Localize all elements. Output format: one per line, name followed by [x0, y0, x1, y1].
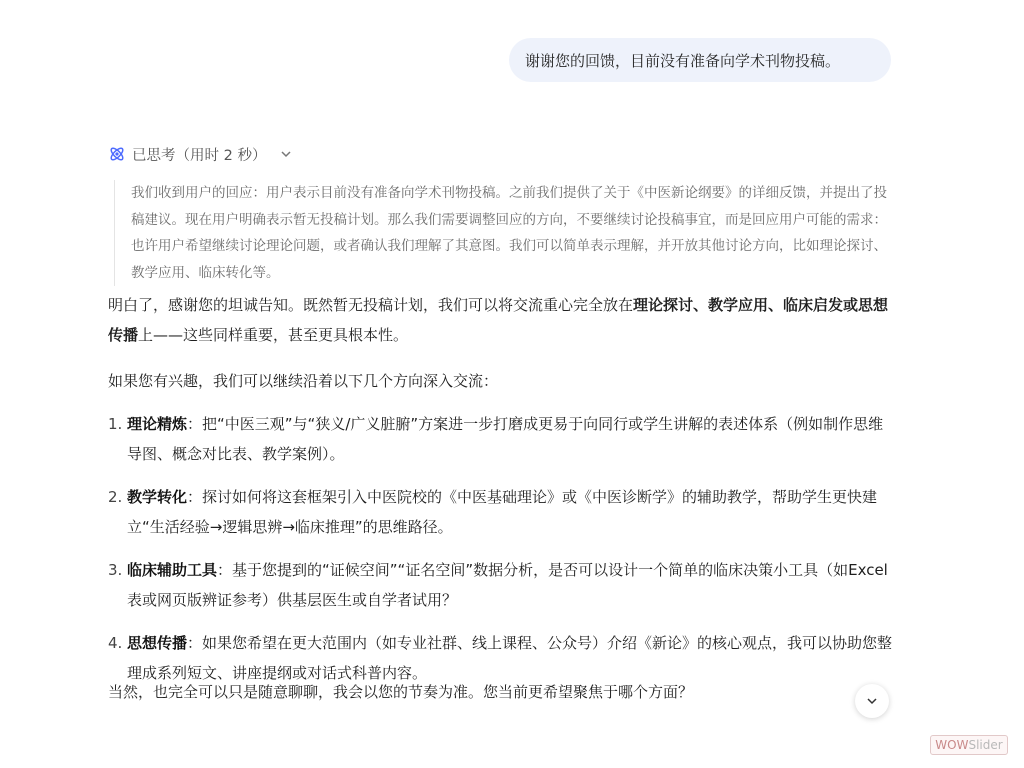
item-text: ：把“中医三观”与“狭义/广义脏腑”方案进一步打磨成更易于向同行或学生讲解的表述体系（例如制作思维导图、概念对比表、教学案例）。 [127, 415, 884, 463]
deep-think-icon [108, 145, 126, 163]
watermark-part2: Slider [968, 738, 1003, 752]
scroll-down-icon [866, 692, 878, 711]
user-message-bubble [509, 38, 891, 82]
thinking-label: 已思考（用时 2 秒） [132, 147, 267, 164]
item-number: 4. [108, 634, 123, 652]
item-number: 2. [108, 488, 123, 506]
thinking-text: 我们收到用户的回应：用户表示目前没有准备向学术刊物投稿。之前我们提供了关于《中医新论纲要》的详细反馈，并提出了投稿建议。现在用户明确表示暂无投稿计划。那么我们需要调整回应的方向，不要继续讨论投稿事宜，而是回应用户可能的需求：也许用户希望继续讨论理论问题，或者确认我们理解了其意图。我们可以简单表示理解，并开放其他讨论方向，比如理论探讨、教学应用、临床转化等。 [131, 185, 887, 281]
item-text: ：探讨如何将这套框架引入中医院校的《中医基础理论》或《中医诊断学》的辅助教学，帮助学生更快建立“生活经验→逻辑思辨→临床推理”的思维路径。 [127, 488, 878, 536]
intro-end: 上——这些同样重要，甚至更具根本性。 [138, 326, 409, 344]
watermark-part1: WOW [935, 738, 969, 752]
item-number: 3. [108, 561, 123, 579]
item-text: ：如果您希望在更大范围内（如专业社群、线上课程、公众号）介绍《新论》的核心观点，我可以协助您整理成系列短文、讲座提纲或对话式科普内容。 [127, 634, 893, 682]
item-number: 1. [108, 415, 123, 433]
list-item [108, 409, 898, 469]
answer-lead [108, 366, 898, 396]
thinking-content [114, 180, 896, 286]
list-item [108, 555, 898, 615]
closing-text: 当然，也完全可以只是随意聊聊，我会以您的节奏为准。您当前更希望聚焦于哪个方面？ [108, 683, 694, 701]
item-title: 理论精炼 [127, 415, 188, 433]
intro-text: 明白了，感谢您的坦诚告知。既然暂无投稿计划，我们可以将交流重心完全放在 [108, 296, 634, 314]
answer-intro [108, 290, 898, 350]
item-text: ：基于您提到的“证候空间”“证名空间”数据分析，是否可以设计一个简单的临床决策小工具（如Excel表或网页版辨证参考）供基层医生或自学者试用？ [127, 561, 888, 609]
item-title: 思想传播 [127, 634, 188, 652]
answer-closing [108, 677, 898, 707]
lead-text: 如果您有兴趣，我们可以继续沿着以下几个方向深入交流： [108, 372, 499, 390]
list-item [108, 482, 898, 542]
item-title: 教学转化 [127, 488, 188, 506]
chevron-down-icon[interactable] [280, 148, 292, 160]
thinking-toggle[interactable] [108, 142, 292, 166]
watermark-logo [930, 735, 1008, 755]
scroll-down-button[interactable] [855, 684, 889, 718]
direction-list [108, 409, 898, 701]
user-message-text: 谢谢您的回馈，目前没有准备向学术刊物投稿。 [525, 51, 841, 70]
intro-bold: 理论探讨、教学应用、临床启发或思想传播 [108, 296, 889, 344]
item-title: 临床辅助工具 [127, 561, 218, 579]
